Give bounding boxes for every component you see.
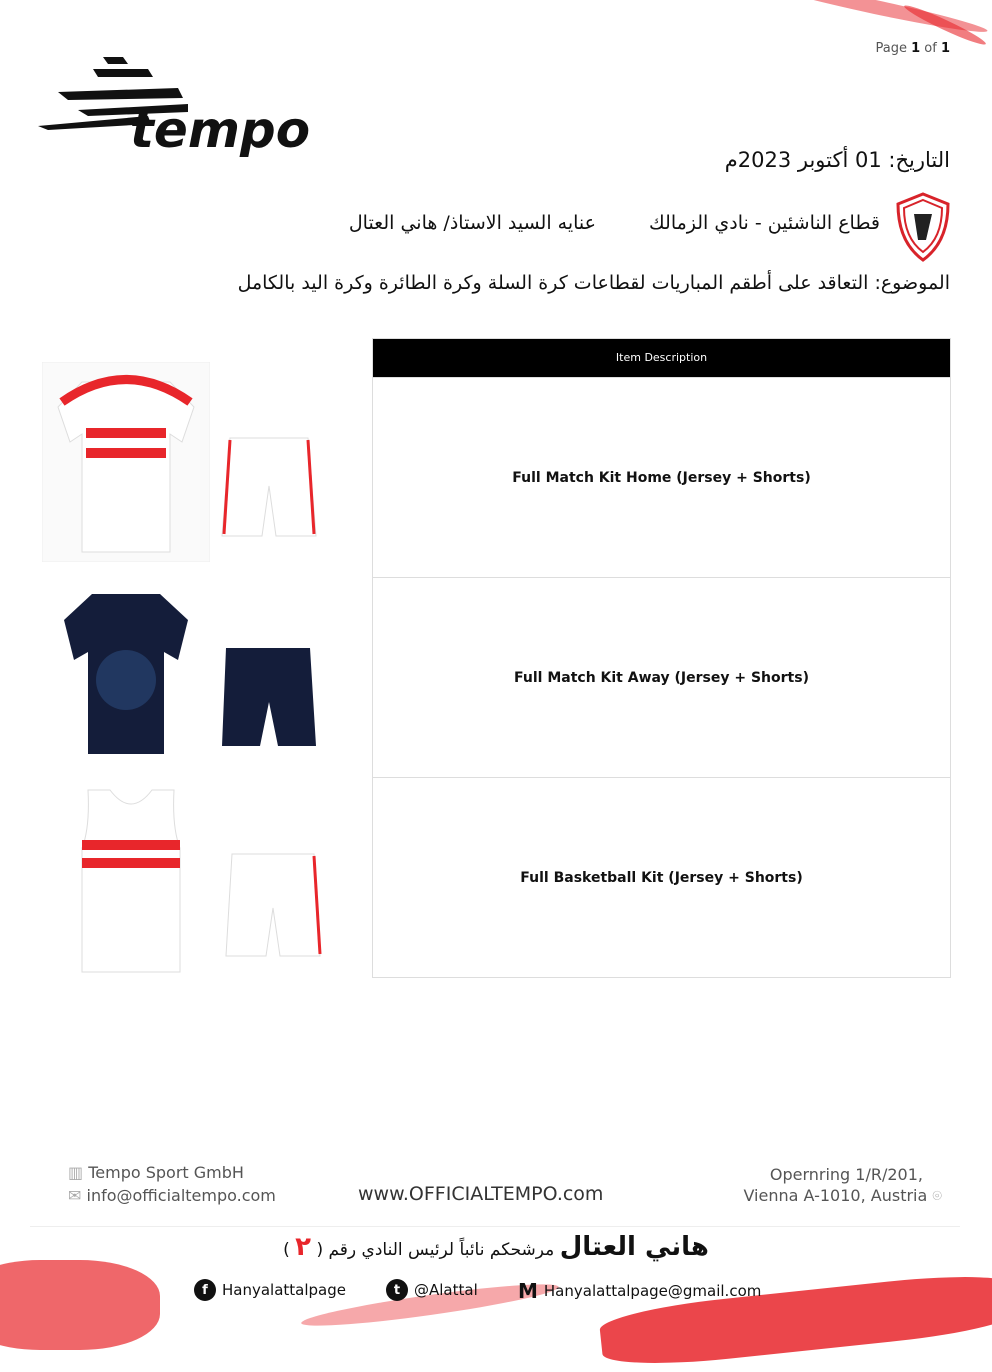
tempo-logo xyxy=(38,52,318,161)
twitter-link[interactable]: t @Alattal xyxy=(386,1279,478,1301)
basketball-shorts-image xyxy=(224,852,322,964)
footer-address-line1: Opernring 1/R/201, xyxy=(769,1165,923,1184)
paint-splash xyxy=(0,1260,160,1350)
items-table xyxy=(372,338,951,978)
basketball-jersey-image xyxy=(80,788,182,978)
page-number: Page 1 of 1 xyxy=(875,41,950,56)
gmail-icon: M xyxy=(518,1279,538,1303)
table-header: Item Description xyxy=(373,339,950,377)
table-row: Full Basketball Kit (Jersey + Shorts) xyxy=(373,777,950,977)
divider xyxy=(30,1226,960,1227)
footer-website[interactable]: www.OFFICIALTEMPO.com xyxy=(358,1183,604,1205)
facebook-icon: f xyxy=(194,1279,216,1301)
facebook-link[interactable]: f Hanyalattalpage xyxy=(194,1279,346,1301)
signature-line: هاني العتال مرشحكم نائباً لرئيس النادي رقم ( ٢ ) xyxy=(283,1232,709,1262)
recipient-name: عنايه السيد الاستاذ/ هاني العتال xyxy=(348,212,596,234)
svg-text:tempo: tempo xyxy=(130,101,311,157)
signature-name: هاني العتال xyxy=(559,1232,709,1262)
footer-address-line2: Vienna A-1010, Austria ⌾ xyxy=(743,1186,942,1205)
twitter-icon: t xyxy=(386,1279,408,1301)
letter-subject: الموضوع: التعاقد على أطقم المباريات لقطاعات كرة السلة وكرة الطائرة وكرة اليد بالكامل xyxy=(237,272,950,294)
letter-date: التاريخ: 01 أكتوبر 2023م xyxy=(724,148,950,172)
building-icon: ▥ xyxy=(68,1163,84,1182)
recipient-department: قطاع الناشئين - نادي الزمالك xyxy=(649,212,880,234)
table-row: Full Match Kit Home (Jersey + Shorts) xyxy=(373,377,950,577)
footer-company: ▥ Tempo Sport GmbH xyxy=(68,1163,244,1182)
home-jersey-image xyxy=(42,362,210,566)
table-row: Full Match Kit Away (Jersey + Shorts) xyxy=(373,577,950,777)
envelope-icon: ✉ xyxy=(68,1186,82,1205)
location-pin-icon: ⌾ xyxy=(932,1186,942,1205)
home-shorts-image xyxy=(220,436,318,544)
away-jersey-image xyxy=(62,590,190,762)
gmail-link[interactable]: M Hanyalattalpage@gmail.com xyxy=(518,1279,762,1303)
away-shorts-image xyxy=(220,646,318,754)
zamalek-crest xyxy=(896,192,950,266)
footer-email[interactable]: ✉ info@officialtempo.com xyxy=(68,1186,276,1205)
